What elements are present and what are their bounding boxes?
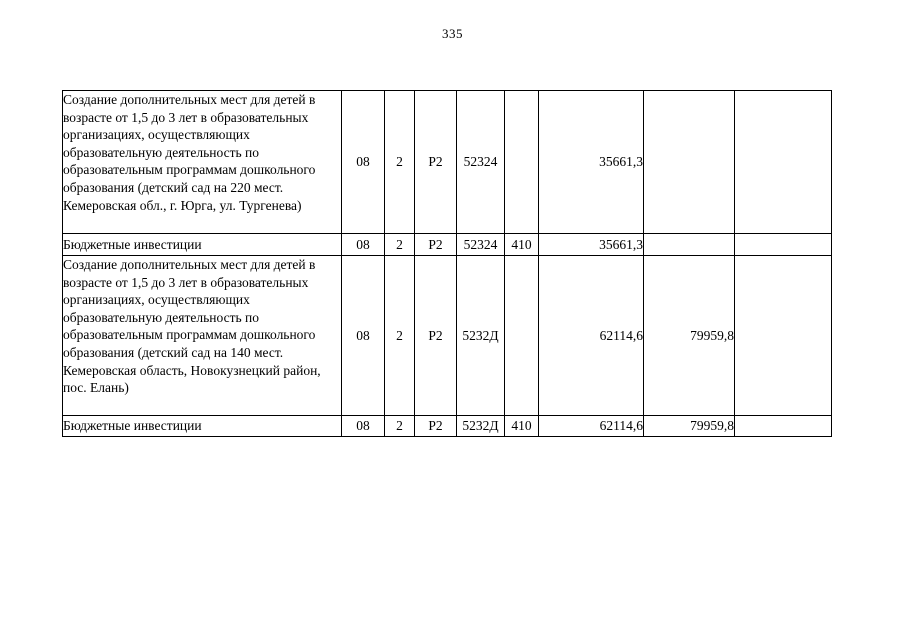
- cell-code-target: 5232Д: [457, 256, 505, 416]
- cell-code-vr: [505, 91, 539, 234]
- cell-code-pr: 2: [385, 234, 415, 256]
- cell-program-name: Создание дополнительных мест для детей в возрасте от 1,5 до 3 лет в образовательных организациях, осуществляющих образовательную деятельность по образовательным программам дошкольного образования (детский сад на 140 мест. Кемеровская область, Новокузнецкий район, пос. Елань): [63, 256, 342, 416]
- cell-code-target: 52324: [457, 234, 505, 256]
- cell-amount-3: [735, 256, 832, 416]
- cell-code-csr: Р2: [415, 234, 457, 256]
- cell-amount-2: 79959,8: [644, 416, 735, 437]
- cell-amount-1: 62114,6: [539, 416, 644, 437]
- cell-code-pr: 2: [385, 91, 415, 234]
- table-row-program-2: [63, 256, 832, 416]
- cell-amount-2: [644, 234, 735, 256]
- cell-code-target: 52324: [457, 91, 505, 234]
- cell-code-pr: 2: [385, 416, 415, 437]
- cell-code-csr: Р2: [415, 256, 457, 416]
- cell-amount-1: 35661,3: [539, 234, 644, 256]
- cell-code-vr: [505, 256, 539, 416]
- cell-amount-3: [735, 416, 832, 437]
- cell-code-rz: 08: [342, 256, 385, 416]
- table-row-budget-investments-1: [63, 234, 832, 256]
- cell-code-rz: 08: [342, 416, 385, 437]
- table-row-budget-investments-2: [63, 416, 832, 437]
- cell-expense-type-name: Бюджетные инвестиции: [63, 416, 342, 437]
- cell-program-name: Создание дополнительных мест для детей в возрасте от 1,5 до 3 лет в образовательных организациях, осуществляющих образовательную деятельность по образовательным программам дошкольного образования (детский сад на 220 мест. Кемеровская обл., г. Юрга, ул. Тургенева): [63, 91, 342, 234]
- cell-code-csr: Р2: [415, 416, 457, 437]
- cell-amount-2: 79959,8: [644, 256, 735, 416]
- cell-amount-1: 62114,6: [539, 256, 644, 416]
- cell-amount-3: [735, 234, 832, 256]
- cell-code-rz: 08: [342, 91, 385, 234]
- cell-code-vr: 410: [505, 416, 539, 437]
- cell-code-rz: 08: [342, 234, 385, 256]
- cell-amount-3: [735, 91, 832, 234]
- cell-expense-type-name: Бюджетные инвестиции: [63, 234, 342, 256]
- cell-code-pr: 2: [385, 256, 415, 416]
- page-number: 335: [442, 26, 463, 41]
- cell-amount-2: [644, 91, 735, 234]
- table-row-program-1: [63, 91, 832, 234]
- cell-code-vr: 410: [505, 234, 539, 256]
- cell-code-csr: Р2: [415, 91, 457, 234]
- cell-code-target: 5232Д: [457, 416, 505, 437]
- budget-table: [62, 90, 832, 437]
- cell-amount-1: 35661,3: [539, 91, 644, 234]
